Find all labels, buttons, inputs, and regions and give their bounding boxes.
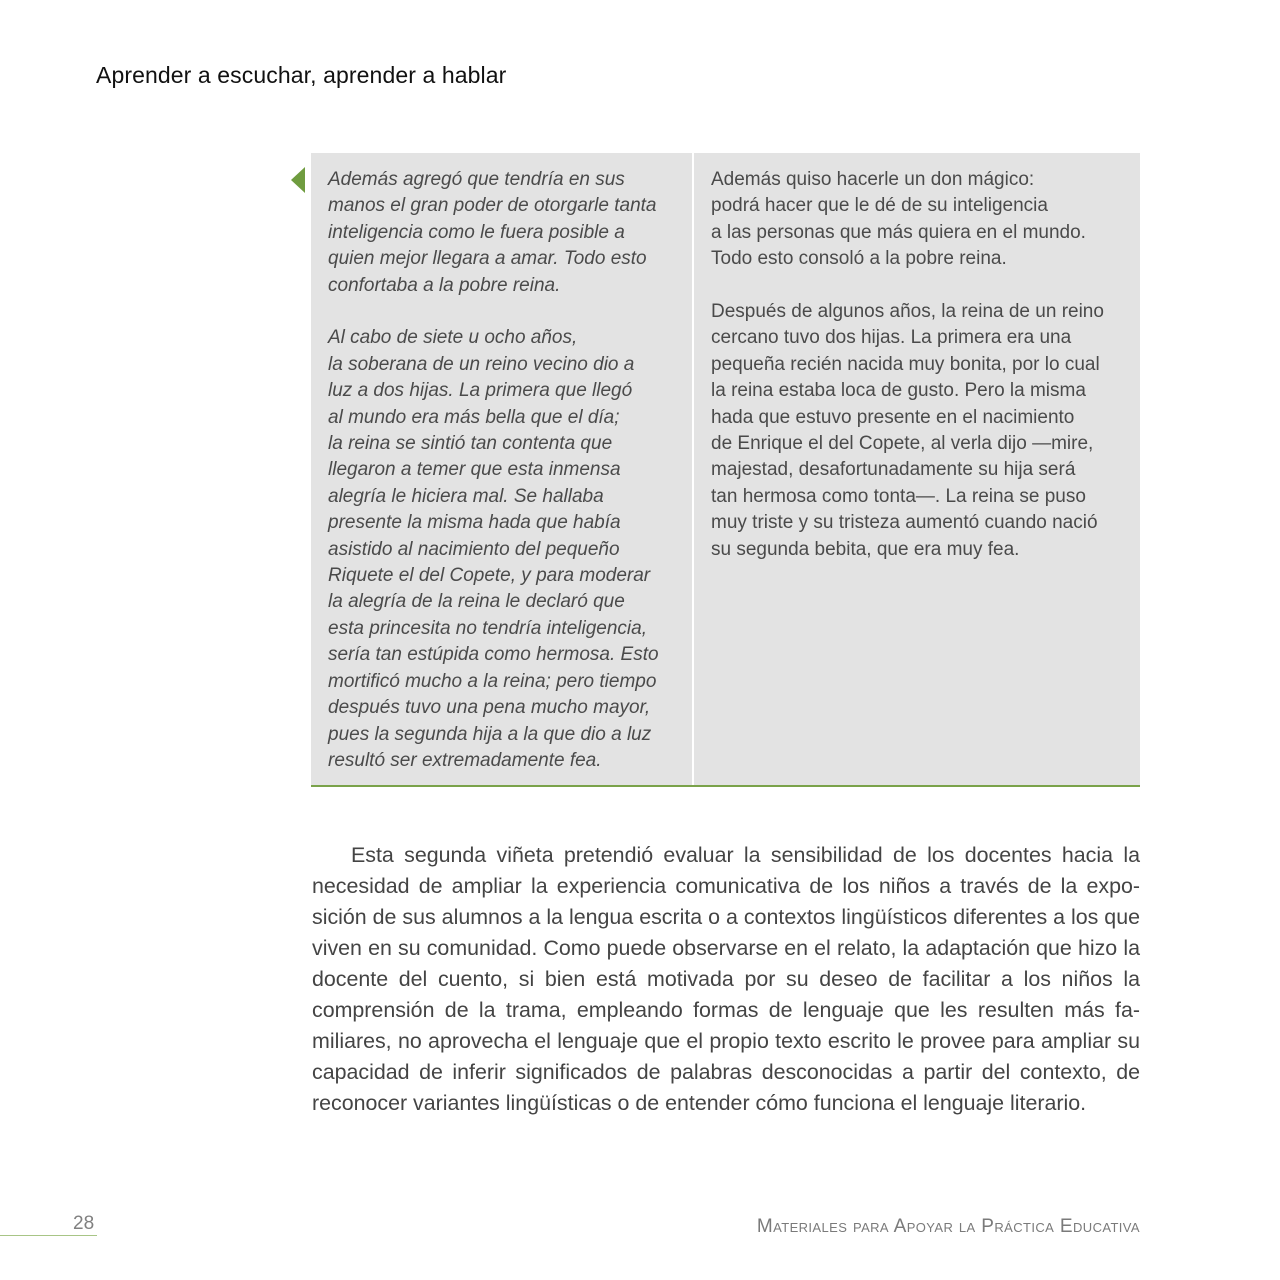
page-number: 28 [73, 1213, 95, 1234]
adapted-paragraph-2: Después de algunos años, la reina de un reino cercano tuvo dos hijas. La primera era una pequeña recién nacida muy bonita, por lo cual la reina estaba loca de gusto. Pero la misma hada que estuvo presente en el nacimiento de Enrique el del Copete, al verla dijo —mire, majestad, desafortunadamente su hija será tan hermosa como tonta—. La reina se puso muy triste y su tristeza aumentó cuando nació su segunda bebita, que era muy fea. [711, 301, 1104, 560]
adapted-paragraph-1: Además quiso hacerle un don mágico: podrá hacer que le dé de su inteligencia a las personas que más quiera en el mundo. Todo esto consoló a la pobre reina. [711, 169, 1086, 270]
footer-rule [0, 1235, 97, 1236]
original-paragraph-2: Al cabo de siete u ocho años, la soberana de un reino vecino dio a luz a dos hijas. La primera que llegó al mundo era más bella que el día; la reina se sintió tan contenta que llegaron a temer que esta inmensa alegría le hiciera mal. Se hallaba presente la misma hada que había asistido al nacimiento del pequeño Riquete el del Copete, y para moderar la alegría de la reina le declaró que esta princesita no tendría inteligencia, sería tan estúpida como hermosa. Esto mortificó mucho a la reina; pero tiempo después tuvo una pena mucho mayor, pues la segunda hija a la que dio a luz resultó ser extremadamente fea. [328, 327, 659, 771]
body-paragraph-text: Esta segunda viñeta pretendió evaluar la sensibilidad de los docentes hacia la necesidad de ampliar la experiencia comunicativa de los niños a través de la exposición de sus alumnos a la lengua escrita o a contextos lingüísticos diferentes a los que viven en su comunidad. Como puede observarse en el relato, la adaptación que hizo la docente del cuento, si bien está motivada por su deseo de facilitar a los niños la comprensión de la trama, empleando formas de lenguaje que les resulten más familiares, no aprovecha el lenguaje que el propio texto escrito le provee para ampliar su capacidad de inferir significados de palabras desconocidas a partir del contexto, de reconocer variantes lingüísticas o de entender cómo funciona el lenguaje literario. [312, 843, 1140, 1115]
original-text-column [311, 153, 692, 785]
running-head-title: Aprender a escuchar, aprender a hablar [96, 62, 507, 88]
adapted-text-column [694, 153, 1140, 785]
footer-series-title: Materiales para Apoyar la Práctica Educativa [756, 1216, 1140, 1237]
triangle-marker-icon [291, 167, 305, 193]
body-paragraph [312, 840, 1140, 1119]
comparison-box [311, 153, 1140, 787]
original-paragraph-1: Además agregó que tendría en sus manos el gran poder de otorgarle tanta inteligencia como le fuera posible a quien mejor llegara a amar. Todo esto confortaba a la pobre reina. [328, 169, 657, 296]
